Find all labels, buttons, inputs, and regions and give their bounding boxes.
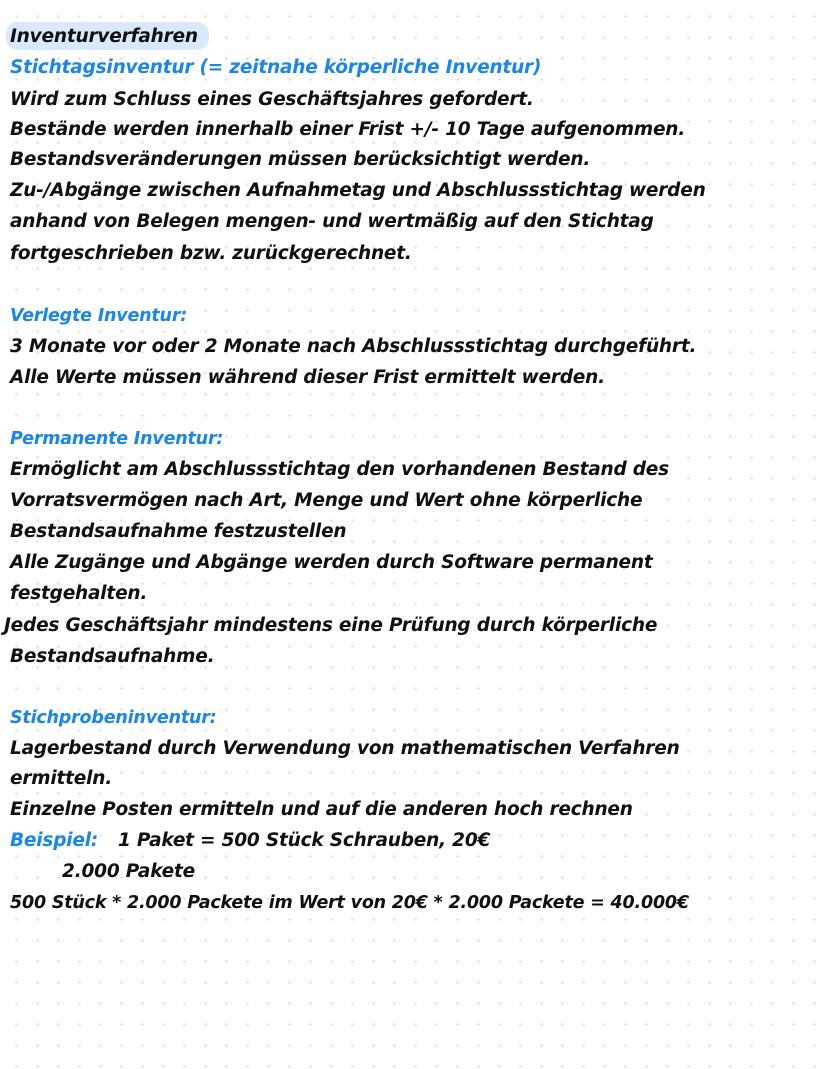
- text-line: Ermöglicht am Abschlussstichtag den vorhandenen Bestand des: [10, 459, 669, 480]
- example-line: 1 Paket = 500 Stück Schrauben, 20€: [118, 830, 491, 851]
- section-title-permanente-inventur: Permanente Inventur:: [10, 429, 224, 449]
- text-line: Einzelne Posten ermitteln und auf die anderen hoch rechnen: [10, 799, 633, 820]
- text-line: Alle Werte müssen während dieser Frist ermittelt werden.: [10, 367, 605, 388]
- text-line: Wird zum Schluss eines Geschäftsjahres gefordert.: [10, 89, 534, 110]
- section-title-stichprobeninventur: Stichprobeninventur:: [10, 708, 217, 728]
- section-title-stichtagsinventur: Stichtagsinventur (= zeitnahe körperliche Inventur): [10, 57, 542, 78]
- text-line: fortgeschrieben bzw. zurückgerechnet.: [10, 243, 412, 264]
- example-label: Beispiel:: [10, 830, 99, 851]
- text-line: Jedes Geschäftsjahr mindestens eine Prüfung durch körperliche: [4, 615, 658, 636]
- text-line: Bestände werden innerhalb einer Frist +/- 10 Tage aufgenommen.: [10, 119, 686, 140]
- text-line: Bestandsveränderungen müssen berücksichtigt werden.: [10, 149, 591, 170]
- text-line: 3 Monate vor oder 2 Monate nach Abschlussstichtag durchgeführt.: [10, 336, 697, 357]
- text-line: Lagerbestand durch Verwendung von mathematischen Verfahren: [10, 738, 680, 759]
- text-line: Zu-/Abgänge zwischen Aufnahmetag und Abschlussstichtag werden: [10, 180, 706, 201]
- text-line: festgehalten.: [10, 583, 148, 604]
- page-heading: Inventurverfahren: [10, 26, 198, 47]
- text-line: anhand von Belegen mengen- und wertmäßig auf den Stichtag: [10, 211, 654, 232]
- section-title-verlegte-inventur: Verlegte Inventur:: [10, 306, 188, 326]
- text-line: ermitteln.: [10, 768, 113, 789]
- text-line: Vorratsvermögen nach Art, Menge und Wert ohne körperliche: [10, 490, 643, 511]
- example-calculation: 500 Stück * 2.000 Packete im Wert von 20€ * 2.000 Packete = 40.000€: [10, 893, 689, 913]
- text-line: Alle Zugänge und Abgänge werden durch Software permanent: [10, 552, 653, 573]
- text-line: Bestandsaufnahme festzustellen: [10, 521, 347, 542]
- example-line: 2.000 Pakete: [62, 861, 195, 882]
- text-line: Bestandsaufnahme.: [10, 646, 215, 667]
